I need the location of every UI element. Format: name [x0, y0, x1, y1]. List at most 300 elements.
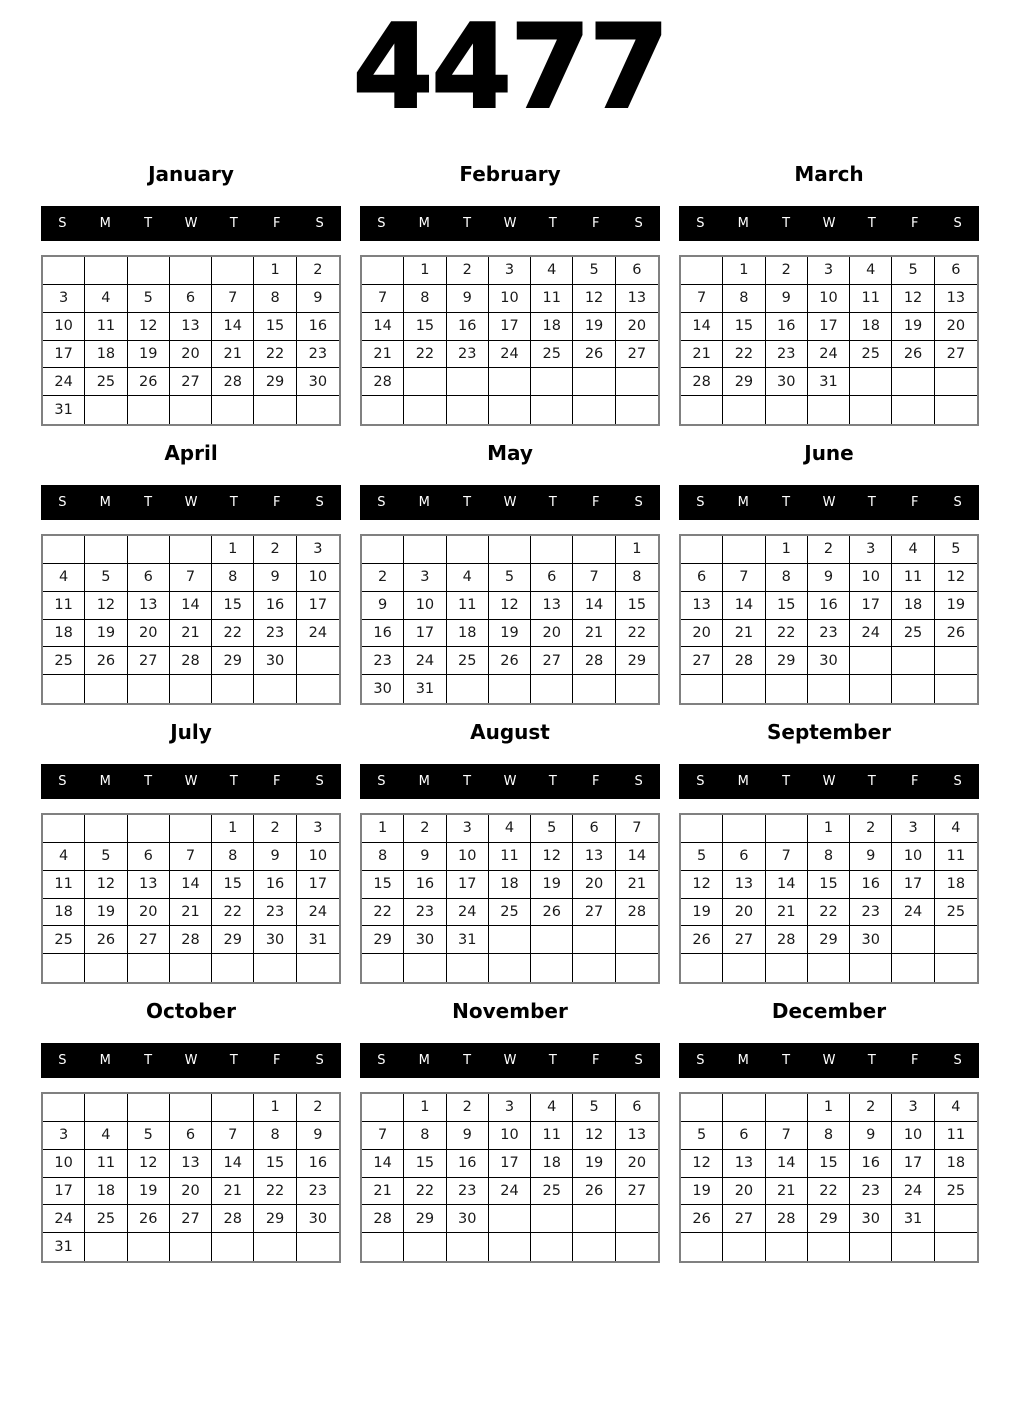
day-cell: 6 — [170, 1122, 212, 1150]
day-cell: 16 — [766, 313, 808, 341]
month-block — [360, 999, 660, 1263]
day-cell: 28 — [212, 1205, 254, 1233]
day-cell: 1 — [212, 815, 254, 843]
day-cell: 9 — [850, 1122, 892, 1150]
day-cell: 8 — [723, 285, 765, 313]
day-cell: 5 — [573, 257, 615, 285]
day-cell: 7 — [362, 1122, 404, 1150]
day-cell: 14 — [362, 313, 404, 341]
day-cell: 24 — [297, 620, 339, 648]
day-cell: 3 — [850, 536, 892, 564]
empty-day-cell — [43, 536, 85, 564]
weekday-label: S — [58, 1053, 67, 1068]
day-cell: 17 — [43, 1178, 85, 1206]
day-cell: 23 — [850, 1178, 892, 1206]
empty-day-cell — [935, 647, 977, 675]
empty-day-cell — [170, 1094, 212, 1122]
day-cell: 19 — [681, 899, 723, 927]
weekday-label: S — [953, 216, 962, 231]
day-cell: 8 — [362, 843, 404, 871]
weekday-label: W — [184, 774, 198, 789]
day-cell: 21 — [212, 341, 254, 369]
empty-day-cell — [850, 1233, 892, 1261]
month-block — [360, 162, 660, 426]
day-cell: 14 — [766, 1150, 808, 1178]
day-cell: 13 — [531, 592, 573, 620]
day-cell: 9 — [447, 1122, 489, 1150]
day-cell: 18 — [43, 620, 85, 648]
day-cell: 18 — [531, 313, 573, 341]
day-cell: 31 — [43, 1233, 85, 1261]
weekday-label: F — [272, 1053, 281, 1068]
day-cell: 29 — [723, 368, 765, 396]
empty-day-cell — [766, 1094, 808, 1122]
empty-day-cell — [616, 926, 658, 954]
day-cell: 6 — [616, 1094, 658, 1122]
weekday-label: F — [910, 1053, 919, 1068]
empty-day-cell — [128, 675, 170, 703]
empty-day-cell — [892, 396, 934, 424]
day-cell: 2 — [850, 815, 892, 843]
day-cell: 12 — [128, 1150, 170, 1178]
empty-day-cell — [681, 257, 723, 285]
weekday-label: W — [822, 774, 836, 789]
day-cell: 18 — [85, 1178, 127, 1206]
day-cell: 4 — [935, 1094, 977, 1122]
weekday-label: S — [377, 1053, 386, 1068]
day-cell: 5 — [128, 285, 170, 313]
day-cell: 27 — [170, 368, 212, 396]
year-title: 4477 — [352, 0, 668, 135]
month-block — [679, 999, 979, 1263]
day-cell: 16 — [808, 592, 850, 620]
day-cell: 1 — [404, 1094, 446, 1122]
day-cell: 15 — [254, 1150, 296, 1178]
month-name: April — [164, 441, 218, 465]
day-cell: 22 — [362, 899, 404, 927]
day-cell: 25 — [850, 341, 892, 369]
day-cell: 4 — [892, 536, 934, 564]
month-block — [679, 441, 979, 705]
day-cell: 22 — [404, 341, 446, 369]
weekday-label: F — [272, 774, 281, 789]
day-cell: 19 — [128, 1178, 170, 1206]
weekday-label: T — [782, 1053, 791, 1068]
day-grid — [679, 1092, 979, 1263]
empty-day-cell — [935, 954, 977, 982]
day-cell: 5 — [892, 257, 934, 285]
empty-day-cell — [489, 926, 531, 954]
weekday-label: S — [634, 216, 643, 231]
empty-day-cell — [43, 815, 85, 843]
weekday-label: F — [591, 495, 600, 510]
day-cell: 23 — [447, 341, 489, 369]
day-cell: 11 — [935, 1122, 977, 1150]
day-cell: 31 — [404, 675, 446, 703]
day-cell: 30 — [808, 647, 850, 675]
day-cell: 15 — [766, 592, 808, 620]
day-cell: 15 — [404, 1150, 446, 1178]
weekday-label: S — [315, 774, 324, 789]
empty-day-cell — [85, 257, 127, 285]
day-cell: 28 — [362, 368, 404, 396]
day-cell: 9 — [297, 285, 339, 313]
day-cell: 23 — [254, 899, 296, 927]
day-cell: 14 — [170, 592, 212, 620]
day-cell: 11 — [850, 285, 892, 313]
weekday-label: T — [463, 774, 472, 789]
weekday-label: F — [910, 495, 919, 510]
day-cell: 22 — [212, 620, 254, 648]
weekday-label: S — [58, 774, 67, 789]
day-cell: 1 — [254, 257, 296, 285]
weekday-label: M — [418, 216, 430, 231]
weekday-label: S — [377, 774, 386, 789]
day-cell: 31 — [297, 926, 339, 954]
weekday-label: T — [229, 216, 238, 231]
day-cell: 11 — [531, 285, 573, 313]
empty-day-cell — [362, 536, 404, 564]
day-cell: 12 — [489, 592, 531, 620]
day-cell: 27 — [616, 341, 658, 369]
weekday-label: M — [418, 774, 430, 789]
empty-day-cell — [489, 675, 531, 703]
day-cell: 7 — [723, 564, 765, 592]
day-cell: 7 — [681, 285, 723, 313]
day-cell: 15 — [616, 592, 658, 620]
day-cell: 7 — [212, 285, 254, 313]
empty-day-cell — [212, 1233, 254, 1261]
day-cell: 12 — [573, 1122, 615, 1150]
empty-day-cell — [170, 954, 212, 982]
day-cell: 4 — [850, 257, 892, 285]
empty-day-cell — [43, 954, 85, 982]
day-cell: 22 — [254, 1178, 296, 1206]
weekday-label: T — [782, 495, 791, 510]
day-cell: 30 — [297, 1205, 339, 1233]
day-cell: 3 — [43, 285, 85, 313]
day-cell: 3 — [892, 815, 934, 843]
empty-day-cell — [170, 815, 212, 843]
empty-day-cell — [447, 675, 489, 703]
day-cell: 6 — [170, 285, 212, 313]
day-cell: 25 — [43, 647, 85, 675]
day-cell: 21 — [362, 1178, 404, 1206]
day-cell: 8 — [808, 843, 850, 871]
day-cell: 7 — [766, 843, 808, 871]
weekday-label: T — [229, 1053, 238, 1068]
day-cell: 28 — [362, 1205, 404, 1233]
weekday-label: S — [634, 774, 643, 789]
day-cell: 4 — [43, 843, 85, 871]
day-cell: 2 — [808, 536, 850, 564]
day-cell: 19 — [128, 341, 170, 369]
empty-day-cell — [573, 954, 615, 982]
day-cell: 7 — [573, 564, 615, 592]
empty-day-cell — [723, 396, 765, 424]
day-cell: 11 — [489, 843, 531, 871]
day-grid — [360, 1092, 660, 1263]
day-cell: 23 — [254, 620, 296, 648]
day-cell: 30 — [850, 926, 892, 954]
day-cell: 5 — [128, 1122, 170, 1150]
day-cell: 20 — [531, 620, 573, 648]
day-cell: 3 — [808, 257, 850, 285]
day-cell: 12 — [573, 285, 615, 313]
day-cell: 5 — [681, 1122, 723, 1150]
empty-day-cell — [850, 647, 892, 675]
day-cell: 13 — [681, 592, 723, 620]
day-cell: 1 — [616, 536, 658, 564]
day-cell: 25 — [85, 1205, 127, 1233]
weekday-label: S — [696, 1053, 705, 1068]
weekday-label: W — [184, 1053, 198, 1068]
empty-day-cell — [681, 1094, 723, 1122]
day-cell: 28 — [170, 647, 212, 675]
empty-day-cell — [766, 815, 808, 843]
empty-day-cell — [681, 396, 723, 424]
month-name: January — [148, 162, 234, 186]
empty-day-cell — [489, 368, 531, 396]
day-cell: 10 — [892, 843, 934, 871]
day-cell: 25 — [85, 368, 127, 396]
day-cell: 3 — [489, 1094, 531, 1122]
empty-day-cell — [723, 954, 765, 982]
day-cell: 26 — [128, 368, 170, 396]
empty-day-cell — [212, 675, 254, 703]
day-cell: 28 — [723, 647, 765, 675]
empty-day-cell — [892, 954, 934, 982]
day-cell: 10 — [489, 285, 531, 313]
day-cell: 25 — [447, 647, 489, 675]
empty-day-cell — [170, 675, 212, 703]
empty-day-cell — [297, 675, 339, 703]
day-cell: 30 — [254, 926, 296, 954]
day-cell: 15 — [212, 871, 254, 899]
weekday-header — [41, 485, 341, 520]
weekday-header — [679, 485, 979, 520]
day-cell: 23 — [447, 1178, 489, 1206]
day-cell: 23 — [297, 341, 339, 369]
empty-day-cell — [362, 257, 404, 285]
empty-day-cell — [128, 1233, 170, 1261]
day-cell: 10 — [892, 1122, 934, 1150]
weekday-label: W — [822, 1053, 836, 1068]
weekday-label: F — [272, 216, 281, 231]
empty-day-cell — [170, 536, 212, 564]
day-cell: 9 — [404, 843, 446, 871]
empty-day-cell — [170, 396, 212, 424]
empty-day-cell — [850, 954, 892, 982]
empty-day-cell — [297, 647, 339, 675]
weekday-header — [360, 764, 660, 799]
empty-day-cell — [212, 396, 254, 424]
empty-day-cell — [892, 647, 934, 675]
empty-day-cell — [447, 368, 489, 396]
day-cell: 28 — [616, 899, 658, 927]
empty-day-cell — [573, 536, 615, 564]
weekday-label: W — [184, 216, 198, 231]
day-cell: 31 — [43, 396, 85, 424]
day-cell: 21 — [170, 899, 212, 927]
day-cell: 24 — [43, 368, 85, 396]
day-cell: 14 — [573, 592, 615, 620]
day-cell: 26 — [573, 341, 615, 369]
day-cell: 20 — [723, 1178, 765, 1206]
day-cell: 21 — [723, 620, 765, 648]
day-cell: 12 — [128, 313, 170, 341]
day-cell: 10 — [297, 564, 339, 592]
day-cell: 3 — [892, 1094, 934, 1122]
day-cell: 8 — [212, 564, 254, 592]
empty-day-cell — [43, 675, 85, 703]
weekday-label: M — [99, 495, 111, 510]
empty-day-cell — [616, 368, 658, 396]
day-cell: 13 — [170, 313, 212, 341]
day-cell: 3 — [297, 536, 339, 564]
day-cell: 23 — [362, 647, 404, 675]
empty-day-cell — [766, 954, 808, 982]
empty-day-cell — [212, 954, 254, 982]
empty-day-cell — [489, 536, 531, 564]
day-grid — [41, 534, 341, 705]
day-grid — [679, 813, 979, 984]
weekday-label: M — [737, 1053, 749, 1068]
day-cell: 9 — [254, 843, 296, 871]
empty-day-cell — [766, 675, 808, 703]
day-cell: 9 — [447, 285, 489, 313]
day-cell: 17 — [447, 871, 489, 899]
day-cell: 24 — [447, 899, 489, 927]
month-name: August — [470, 720, 550, 744]
empty-day-cell — [681, 1233, 723, 1261]
day-cell: 21 — [766, 1178, 808, 1206]
day-cell: 10 — [43, 313, 85, 341]
empty-day-cell — [254, 396, 296, 424]
empty-day-cell — [43, 1094, 85, 1122]
day-cell: 20 — [170, 1178, 212, 1206]
empty-day-cell — [573, 368, 615, 396]
day-cell: 7 — [170, 843, 212, 871]
day-cell: 12 — [85, 871, 127, 899]
day-cell: 21 — [681, 341, 723, 369]
day-cell: 27 — [170, 1205, 212, 1233]
day-cell: 23 — [808, 620, 850, 648]
day-cell: 6 — [128, 564, 170, 592]
day-cell: 2 — [297, 257, 339, 285]
day-cell: 19 — [85, 899, 127, 927]
weekday-label: S — [377, 495, 386, 510]
day-cell: 16 — [850, 1150, 892, 1178]
day-cell: 3 — [297, 815, 339, 843]
day-cell: 24 — [892, 1178, 934, 1206]
empty-day-cell — [531, 536, 573, 564]
day-cell: 5 — [531, 815, 573, 843]
day-cell: 20 — [170, 341, 212, 369]
day-cell: 30 — [254, 647, 296, 675]
day-cell: 19 — [531, 871, 573, 899]
empty-day-cell — [212, 1094, 254, 1122]
day-cell: 9 — [362, 592, 404, 620]
day-cell: 15 — [212, 592, 254, 620]
day-cell: 29 — [254, 1205, 296, 1233]
day-cell: 16 — [850, 871, 892, 899]
empty-day-cell — [85, 675, 127, 703]
empty-day-cell — [489, 396, 531, 424]
day-cell: 22 — [254, 341, 296, 369]
day-cell: 18 — [447, 620, 489, 648]
day-cell: 26 — [935, 620, 977, 648]
weekday-label: F — [910, 774, 919, 789]
day-cell: 14 — [212, 1150, 254, 1178]
weekday-label: T — [867, 495, 876, 510]
weekday-label: T — [867, 1053, 876, 1068]
day-cell: 11 — [531, 1122, 573, 1150]
empty-day-cell — [254, 954, 296, 982]
day-cell: 1 — [808, 815, 850, 843]
empty-day-cell — [935, 368, 977, 396]
weekday-label: M — [99, 774, 111, 789]
day-cell: 22 — [808, 1178, 850, 1206]
day-cell: 12 — [85, 592, 127, 620]
month-block — [360, 720, 660, 984]
day-cell: 4 — [85, 1122, 127, 1150]
day-cell: 6 — [723, 843, 765, 871]
day-cell: 13 — [935, 285, 977, 313]
day-cell: 29 — [616, 647, 658, 675]
day-cell: 16 — [362, 620, 404, 648]
day-cell: 16 — [297, 1150, 339, 1178]
day-cell: 24 — [489, 1178, 531, 1206]
month-name: March — [794, 162, 864, 186]
empty-day-cell — [681, 815, 723, 843]
day-cell: 3 — [404, 564, 446, 592]
day-cell: 29 — [808, 1205, 850, 1233]
empty-day-cell — [297, 1233, 339, 1261]
day-cell: 18 — [85, 341, 127, 369]
day-cell: 14 — [212, 313, 254, 341]
day-cell: 3 — [447, 815, 489, 843]
day-cell: 19 — [573, 313, 615, 341]
day-cell: 9 — [297, 1122, 339, 1150]
day-cell: 12 — [681, 871, 723, 899]
day-grid — [679, 534, 979, 705]
empty-day-cell — [573, 926, 615, 954]
day-cell: 18 — [935, 871, 977, 899]
empty-day-cell — [362, 396, 404, 424]
weekday-label: T — [144, 216, 153, 231]
empty-day-cell — [616, 954, 658, 982]
day-cell: 27 — [935, 341, 977, 369]
month-block — [679, 162, 979, 426]
day-cell: 12 — [531, 843, 573, 871]
day-cell: 7 — [170, 564, 212, 592]
day-cell: 6 — [531, 564, 573, 592]
weekday-label: M — [737, 216, 749, 231]
day-cell: 26 — [489, 647, 531, 675]
day-cell: 25 — [892, 620, 934, 648]
empty-day-cell — [489, 1205, 531, 1233]
weekday-label: F — [910, 216, 919, 231]
day-cell: 25 — [935, 1178, 977, 1206]
month-name: May — [487, 441, 533, 465]
empty-day-cell — [935, 675, 977, 703]
day-cell: 27 — [723, 1205, 765, 1233]
day-cell: 27 — [128, 926, 170, 954]
day-cell: 11 — [43, 871, 85, 899]
day-cell: 27 — [723, 926, 765, 954]
day-cell: 15 — [362, 871, 404, 899]
